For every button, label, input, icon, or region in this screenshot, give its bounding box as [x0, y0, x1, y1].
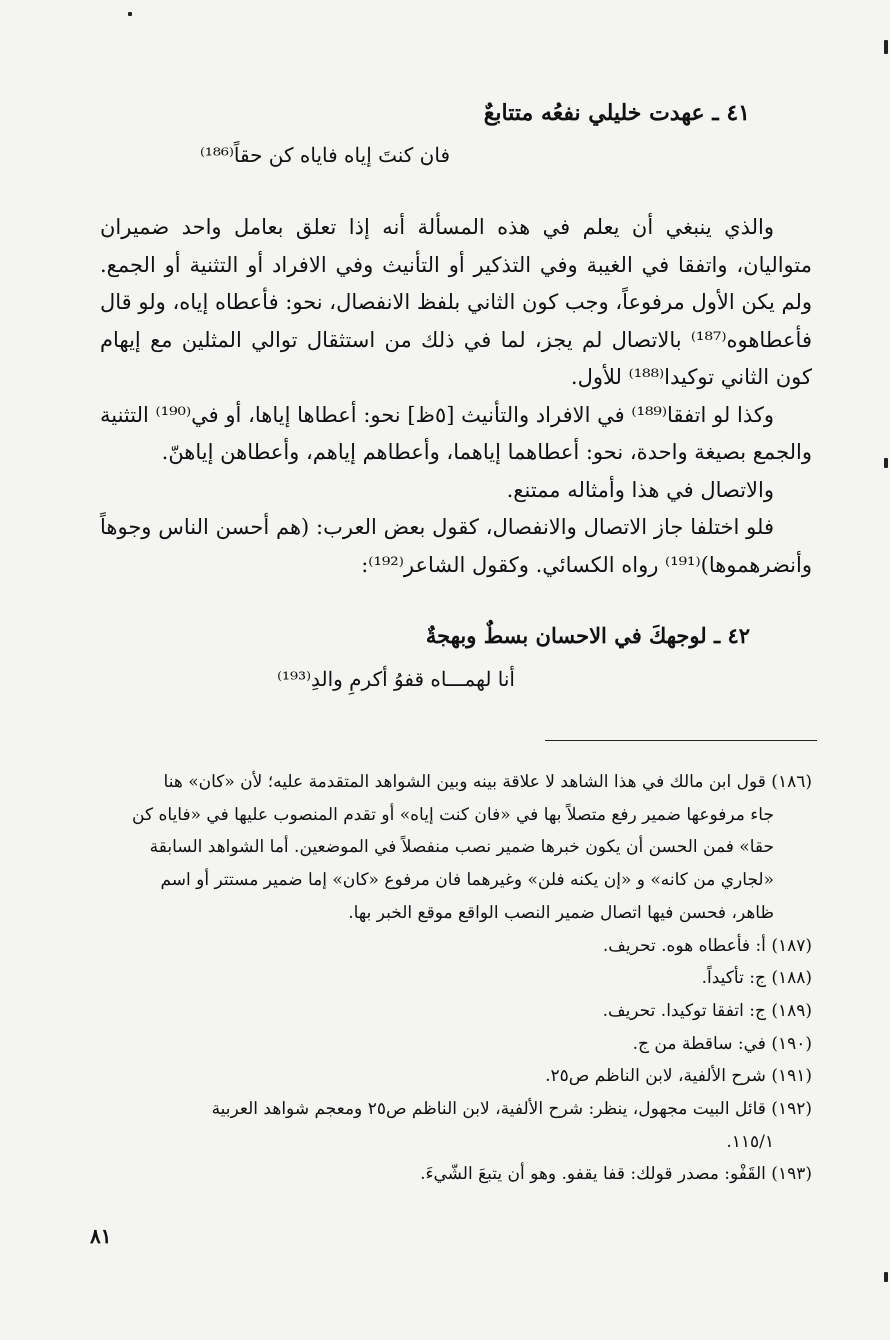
footnote-193: (١٩٣) القَفْو: مصدر قولك: قفا يقفو. وهو أن يتبعَ الشّيءَ. — [420, 1164, 812, 1185]
footnote-192-line: (١٩٢) قائل البيت مجهول، ينظر: شرح الألفية، لابن الناظم ص٢٥ ومعجم شواهد العربية — [211, 1099, 812, 1120]
scan-mark — [884, 40, 888, 54]
paragraph: فلو اختلفا جاز الاتصال والانفصال، كقول بعض العرب: (هم أحسن الناس وجوهاً وأنضرهموها)⁽¹⁹¹⁾ رواه الكسائي. وكقول الشاعر⁽¹⁹²⁾: — [100, 515, 812, 577]
paragraph: والذي ينبغي أن يعلم في هذه المسألة أنه إذا تعلق بعامل واحد ضميران متواليان، واتفقا في الغيبة وفي التذكير أو التأنيث وفي الافراد أو التثنية أو الجمع. ولم يكن الأول مرفوعاً، وجب كون الثاني بلفظ الانفصال، نحو: فأعطاه إياه، ولو قال فأعطاهوه⁽¹⁸⁷⁾ بالاتصال لم يجز، لما في ذلك من استثقال توالي المثلين مع إيهام كون الثاني توكيدا⁽¹⁸⁸⁾ للأول. — [100, 215, 812, 389]
scan-mark — [884, 1272, 888, 1282]
main-text — [100, 209, 812, 584]
footnote-divider — [545, 740, 817, 741]
footnotes — [100, 766, 812, 1191]
scan-mark — [128, 12, 132, 16]
paragraph: والاتصال في هذا وأمثاله ممتنع. — [506, 477, 774, 502]
verse-41-first-hemistich: ٤١ ـ عهدت خليلي نفعُه متتابعٌ — [483, 100, 750, 126]
page-number: ٨١ — [90, 1224, 112, 1248]
footnote-192-line: ١١٥/١. — [726, 1131, 774, 1152]
footnote-186-line: (١٨٦) قول ابن مالك في هذا الشاهد لا علاقة بينه وبين الشواهد المتقدمة عليه؛ لأن «كان» هنا — [163, 772, 812, 792]
footnote-186-line: حقا» فمن الحسن أن يكون خبرها ضمير نصب منفصلاً في الموضعين. أما الشواهد السابقة — [149, 837, 774, 858]
paragraph: وكذا لو اتفقا⁽¹⁸⁹⁾ في الافراد والتأنيث [٥ظ] نحو: أعطاها إياها، أو في⁽¹⁹⁰⁾ التثنية والجمع بصيغة واحدة، نحو: أعطاهما إياهما، وأعطاهم إياهم، وأعطاهن إياهنّ. — [100, 402, 812, 464]
verse-42-first-hemistich: ٤٢ ـ لوجهكَ في الاحسان بسطٌ وبهجةٌ — [425, 623, 750, 648]
footnote-189: (١٨٩) ج: اتفقا توكيدا. تحريف. — [602, 1000, 812, 1021]
scan-mark — [884, 458, 888, 468]
footnote-186-line: «لجاري من كانه» و «إن يكنه فلن» وغيرهما فان مرفوع «كان» إما ضمير مستتر أو اسم — [160, 870, 774, 891]
footnote-187: (١٨٧) أ: فأعطاه هوه. تحريف. — [602, 935, 812, 956]
footnote-191: (١٩١) شرح الألفية، لابن الناظم ص٢٥. — [545, 1066, 812, 1087]
footnote-186-line: جاء مرفوعها ضمير رفع متصلاً بها في «فان كنت إياه» أو تقدم المنصوب عليها في «فاياه كن — [132, 804, 774, 825]
footnote-188: (١٨٨) ج: تأكيداً. — [701, 968, 812, 989]
footnote-186-line: ظاهر، فحسن فيها اتصال ضمير النصب الواقع موقع الخبر بها. — [348, 902, 774, 923]
footnote-190: (١٩٠) في: ساقطة من ج. — [632, 1033, 812, 1054]
verse-41-second-hemistich: فان كنتَ إياه فاياه كن حقاً⁽¹⁸⁶⁾ — [199, 143, 450, 167]
verse-42-second-hemistich: أنا لهمـــاه قفوُ أكرمِ والدِ⁽¹⁹³⁾ — [277, 667, 515, 691]
